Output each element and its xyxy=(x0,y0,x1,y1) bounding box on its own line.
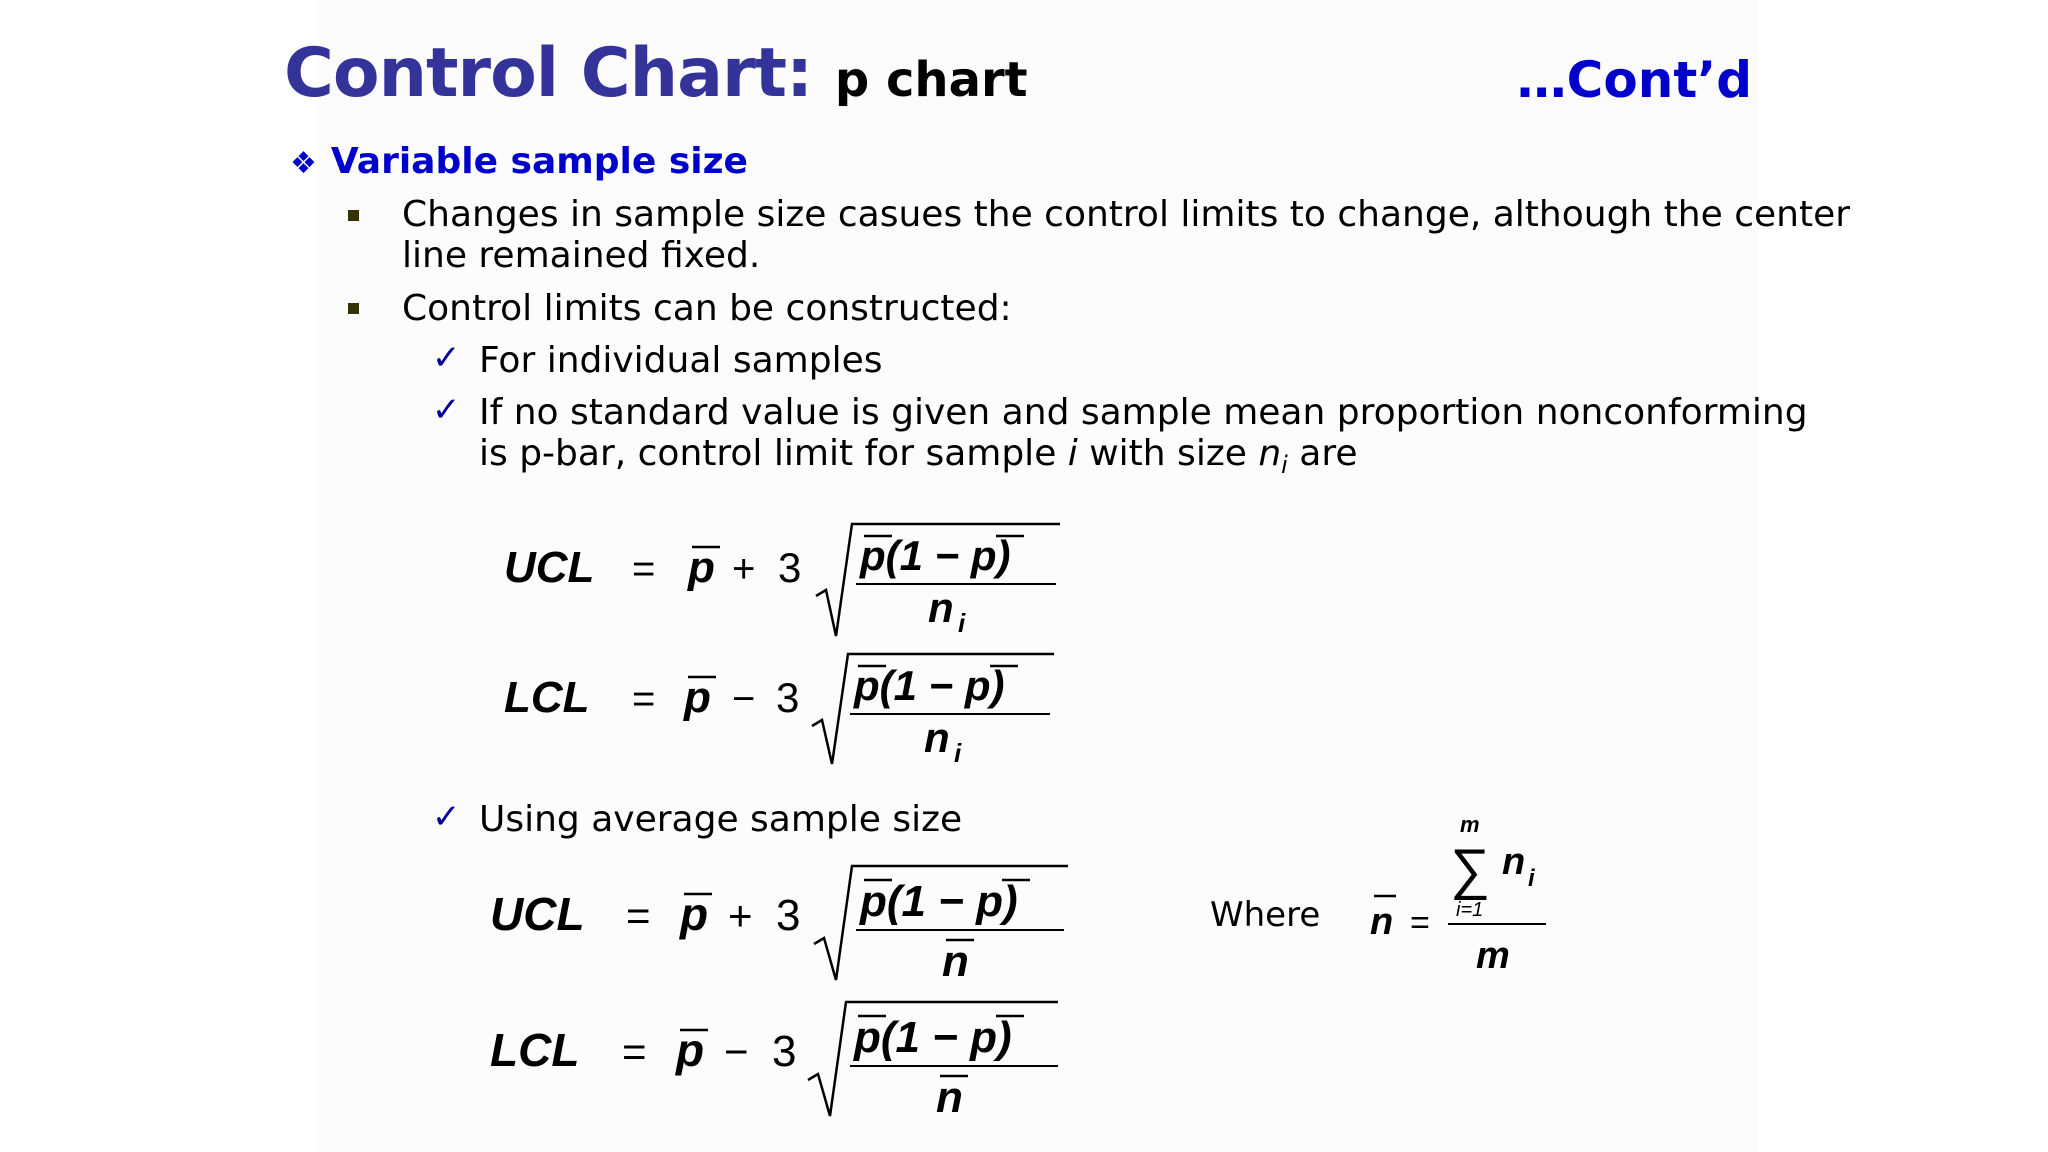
multiplier-3: 3 xyxy=(776,891,801,940)
equals-sign: = xyxy=(632,547,656,591)
p-bar: p xyxy=(684,673,711,722)
minus-sign: − xyxy=(732,677,756,721)
ucl-label: UCL xyxy=(490,888,585,940)
bullet-1-line-2: line remained fixed. xyxy=(402,235,761,276)
ucl-individual-formula xyxy=(500,516,1080,644)
lcl-label: LCL xyxy=(504,673,590,722)
sum-term-n: n xyxy=(1502,841,1526,883)
numerator: p(1 − p) xyxy=(854,1013,1012,1062)
check-3-text: Using average sample size xyxy=(479,799,963,840)
n-bar-symbol: n xyxy=(1370,901,1394,943)
summation-symbol: ∑ xyxy=(1450,837,1490,900)
four-diamond-bullet-icon: ❖ xyxy=(290,146,317,181)
continued-label: …Cont’d xyxy=(1516,51,1752,109)
denominator-n-bar: n xyxy=(942,937,969,986)
multiplier-3: 3 xyxy=(772,1027,797,1076)
sum-term-subscript: i xyxy=(1528,865,1535,892)
square-bullet-icon xyxy=(348,210,359,221)
plus-sign: + xyxy=(728,892,753,939)
equals-sign: = xyxy=(632,677,656,721)
check-2-line-1: If no standard value is given and sample mean proportion nonconforming xyxy=(479,392,1808,433)
bullet-1-line-1: Changes in sample size casues the control limits to change, although the center xyxy=(402,194,1851,235)
ucl-average-formula xyxy=(486,858,1086,990)
check-1-text: For individual samples xyxy=(479,340,883,381)
checkmark-bullet-icon: ✓ xyxy=(432,390,461,430)
denominator-m: m xyxy=(1476,935,1510,977)
sum-upper-limit: m xyxy=(1460,812,1480,837)
section-heading-text: Variable sample size xyxy=(330,141,748,182)
page-title xyxy=(284,34,1028,120)
equals-sign: = xyxy=(622,1028,647,1075)
numerator: p(1 − p) xyxy=(854,662,1005,709)
plus-sign: + xyxy=(732,547,756,591)
numerator: p(1 − p) xyxy=(860,532,1011,579)
where-label: Where xyxy=(1210,895,1321,935)
equals-sign: = xyxy=(626,892,651,939)
sum-lower-limit: i=1 xyxy=(1456,899,1484,921)
section-heading xyxy=(290,138,748,188)
checkmark-bullet-icon: ✓ xyxy=(432,338,461,378)
check-2-are: are xyxy=(1287,433,1358,474)
sample-index-i: i xyxy=(1067,433,1078,474)
equals-sign: = xyxy=(1410,904,1430,942)
denominator-n-bar: n xyxy=(936,1073,963,1122)
title-sub-text: p chart xyxy=(834,52,1028,108)
check-2-line-2 xyxy=(479,433,1357,486)
denominator-n: n xyxy=(928,584,954,631)
bullet-2-text: Control limits can be constructed: xyxy=(402,288,1012,329)
lcl-individual-formula xyxy=(500,646,1080,774)
title-main-text: Control Chart: xyxy=(284,34,813,113)
square-bullet-icon xyxy=(348,303,359,314)
lcl-average-formula xyxy=(486,994,1086,1126)
denominator-n: n xyxy=(924,714,950,761)
ucl-label: UCL xyxy=(504,543,595,592)
lcl-label: LCL xyxy=(490,1024,580,1076)
denominator-subscript: i xyxy=(954,738,962,768)
check-2-with-size: with size xyxy=(1077,433,1259,474)
p-bar: p xyxy=(680,888,709,940)
n-bar-definition-formula xyxy=(1366,812,1550,982)
sample-size-subscript: i xyxy=(1281,451,1288,480)
checkmark-bullet-icon: ✓ xyxy=(432,797,461,837)
multiplier-3: 3 xyxy=(778,544,802,591)
p-bar: p xyxy=(676,1024,705,1076)
denominator-subscript: i xyxy=(958,608,966,638)
check-2-prefix: is p-bar, control limit for sample xyxy=(479,433,1068,474)
p-bar: p xyxy=(688,543,715,592)
minus-sign: − xyxy=(724,1028,749,1075)
numerator: p(1 − p) xyxy=(860,877,1018,926)
sample-size-n: n xyxy=(1258,433,1282,474)
multiplier-3: 3 xyxy=(776,674,800,721)
